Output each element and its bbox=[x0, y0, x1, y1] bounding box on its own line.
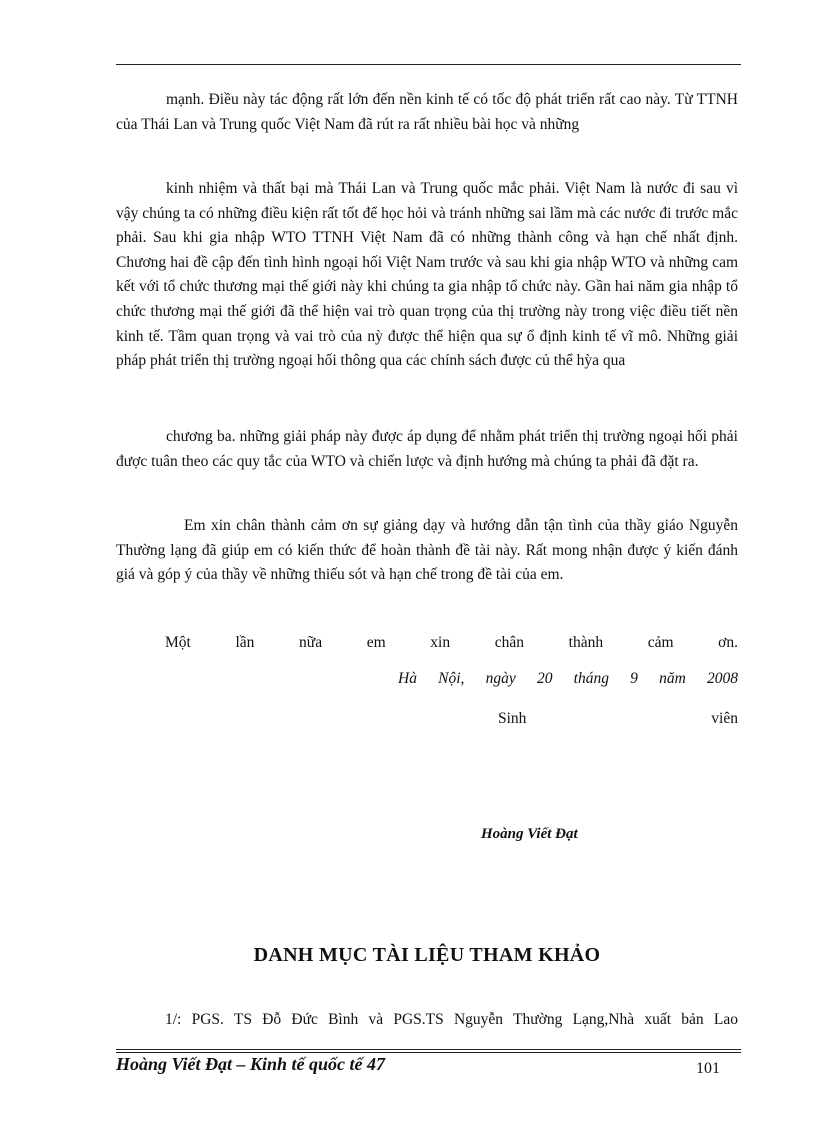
references-heading: DANH MỤC TÀI LIỆU THAM KHẢO bbox=[253, 944, 601, 966]
place-date: Hà Nội, ngày 20 tháng 9 năm 2008 bbox=[398, 670, 738, 687]
footer-author: Hoàng Viết Đạt – Kinh tế quốc tế 47 bbox=[116, 1054, 386, 1074]
paragraph-2: kinh nhiệm và thất bại mà Thái Lan và Trung quốc mắc phải. Việt Nam là nước đi sau vì vậy chúng ta có những điều kiện rất tốt để học hỏi và tránh những sai lầm mà các nước đi trước mắc phải. Sau khi gia nhập WTO TTNH Việt Nam đã có những thành công và hạn chế nhất định. Chương hai đề cập đến tình hình ngoại hối Việt Nam trước và sau khi gia nhập WTO và những cam kết với tổ chức thương mại thế giới này khi chúng ta gia nhập tổ chức này. Gần hai năm gia nhập tổ chức thương mại thế giới đã thể hiện vai trò quan trọng của thị trường này trong việc điều tiết nền kinh tế. Tầm quan trọng và vai trò của nỳ được thể hiện qua sự ổ định kinh tế vĩ mô. Những giải pháp phát triển thị trường ngoại hối thông qua các chính sách được củ thể hỳa qua bbox=[116, 180, 738, 370]
closing-thanks: Một lần nữa em xin chân thành cảm ơn. bbox=[165, 634, 738, 651]
reference-item: 1/: PGS. TS Đỗ Đức Bình và PGS.TS Nguyễn Thường Lạng,Nhà xuất bản Lao bbox=[165, 1011, 738, 1028]
paragraph-4: Em xin chân thành cảm ơn sự giảng dạy và hướng dẫn tận tình của thầy giáo Nguyễn Thường lạng đã giúp em có kiến thức để hoàn thành đề tài này. Rất mong nhận được ý kiến đánh giá và góp ý của thầy về những thiếu sót và hạn chế trong đề tài của em. bbox=[116, 517, 738, 584]
paragraph-3: chương ba. những giải pháp này được áp dụng để nhằm phát triển thị trường ngoại hối phải được tuân theo các quy tắc của WTO và chiến lược và định hướng mà chúng ta phải đã đặt ra. bbox=[116, 428, 738, 470]
paragraph-1: mạnh. Điều này tác động rất lớn đến nền kinh tế có tốc độ phát triển rất cao này. Từ TTNH của Thái Lan và Trung quốc Việt Nam đã rút ra rất nhiều bài học và những bbox=[116, 91, 738, 133]
header-rule bbox=[116, 64, 741, 65]
signer-role: Sinh viên bbox=[498, 710, 738, 727]
footer-rule-double bbox=[116, 1052, 741, 1053]
signer-name: Hoàng Viết Đạt bbox=[481, 826, 578, 842]
footer-rule bbox=[116, 1049, 741, 1050]
page-number: 101 bbox=[696, 1060, 720, 1077]
